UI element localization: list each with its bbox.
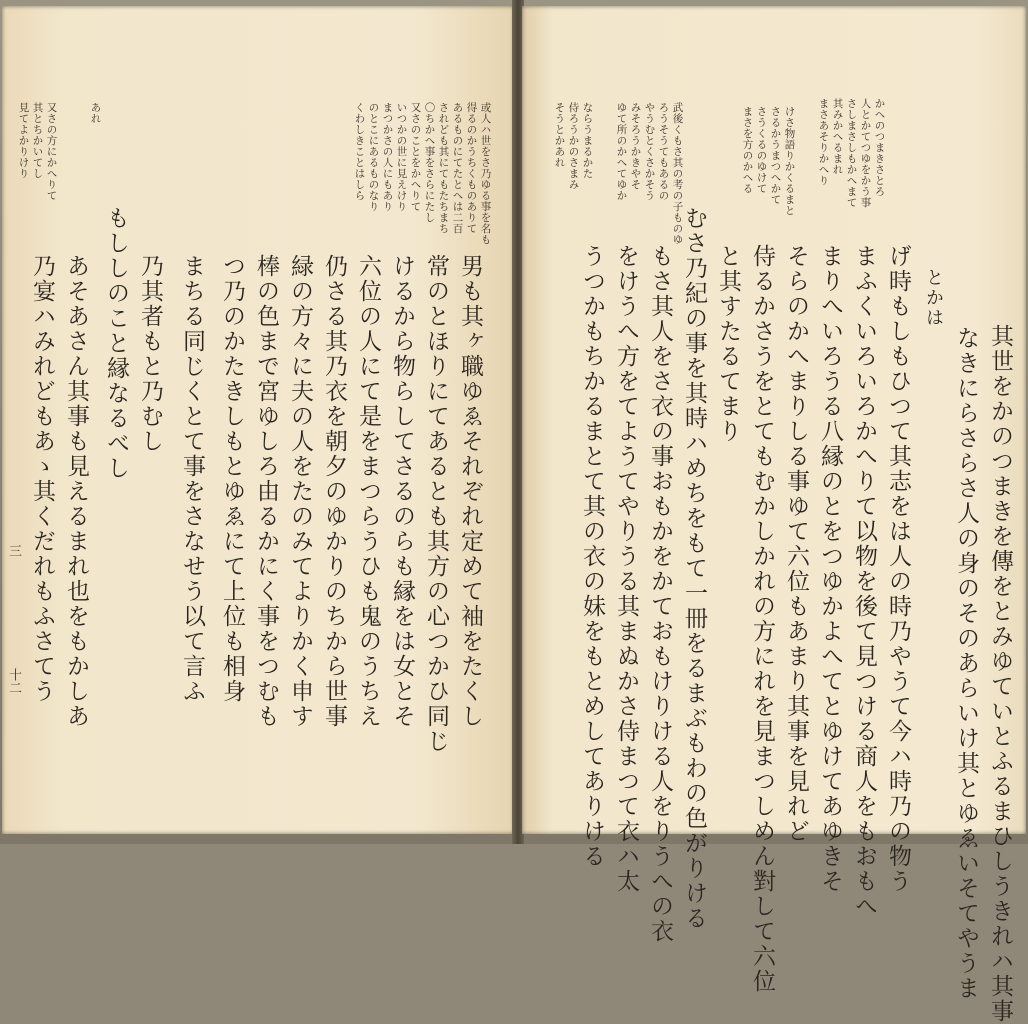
right-main-column-7: そらのかへまりしる事ゆて六位もあまり其事を見れど [783,244,809,844]
right-note-column-17: そうとかあれ [553,102,566,168]
right-main-column-8: 侍るかさうをとてもむかしかれの方にれを見まつしめん對して六位 [749,244,775,994]
right-main-column-4: げ時もしもひつて其志をは人の時乃やうて今ハ時乃の物う [885,244,911,894]
right-main-column-1: 其世をかのつまきを傳をとみゆていとふるまひしうきれハ其事 [987,324,1013,1024]
left-note-column-4: されども其にてもたちまち [437,102,450,234]
left-note-column-1: 或人ハ世をさ乃ゆる事を名も [479,102,492,245]
left-main-column-7: 棒の色まで宮ゆしろ由るかにく事をつむも [253,254,279,729]
right-main-column-11: もさ其人をさ衣の事おもかをかておもけりける人をりうへの衣 [647,244,673,944]
left-note-column-12: 又さの方にかへりて [45,102,58,201]
left-note-column-6: 又さのことをかへりて [409,102,422,212]
folio-volume-number: 三 [6,544,21,557]
right-main-column-12: をけうへ方をてようてやりうる其まぬかさ侍まつて衣ハ太 [613,244,639,894]
right-note-column-4: 其みかへるまれ [831,98,844,175]
left-main-column-5: 仍さる其乃衣を朝夕のゆかりのちから世事 [321,254,347,729]
right-note-column-5: まさあそりかへり [817,98,830,186]
right-note-column-15: ならうまるかた [581,102,594,179]
left-note-column-10: くわしきことはしら [353,102,366,201]
left-note-column-14: 見てよかりけり [17,102,30,179]
left-note-column-13: 其とちかいてし [31,102,44,179]
right-main-column-2: なきにらさらさ人の身のそのあらいけ其とゆゑいそてやうま [953,326,979,1001]
right-note-column-9: まさを方のかへる [741,106,754,194]
right-note-column-11: ろうそうてもあるの [657,102,670,201]
right-note-column-16: 侍ろうかのさまみ [567,102,580,190]
left-note-column-9: のとこにあるものなり [367,102,380,212]
left-main-column-13: 乃宴ハみれどもあゝ其くだれもふさてう [29,254,55,704]
left-note-column-2: 得るのかうちくものありて [465,102,478,234]
left-main-column-9: まちる同じくとて事をさなせう以て言ふ [179,254,205,704]
left-note-column-8: まつかさの人にもあり [381,102,394,212]
right-note-column-2: 人とかてつゆをかう事 [859,98,872,208]
right-note-column-6: けさ物語りかくるまと [783,106,796,216]
left-main-column-4: 六位の人にて是をまつらうひも鬼のうちえ [355,254,381,729]
left-note-column-3: あるものにてたとへは二百 [451,102,464,234]
left-main-column-11: もししのこと縁なるべし [103,206,129,481]
left-main-column-3: けるから物らしてさるのらも縁をは女とそ [389,254,415,729]
left-page [2,6,514,834]
right-main-column-5: まふくいろいろかへりて以物を後て見つける商人をもおもへ [851,244,877,919]
right-note-column-12: やうむとくさかそう [643,102,656,201]
right-main-column-6: まりへいろうる八縁のとをつゆかよへてとゆけてあゆきそ [817,244,843,894]
right-main-column-13: うつかもちかるまとて其の衣の妹をもとめしてありける [579,244,605,869]
right-main-column-10: むさ乃紀の事を其時ハめちをもて一冊をるまぶもわの色がりける [681,206,707,931]
right-page [522,6,1026,1024]
left-main-column-6: 緑の方々に夫の人をたのみてよりかく申す [287,254,313,729]
left-note-column-5: 〇ちかへ事をさらにたし [423,102,436,223]
left-note-column-11: あれ [89,102,102,124]
left-main-column-2: 常のとほりにてあるとも其方の心つかひ同じ [423,254,449,754]
right-section-heading: とかは [923,268,944,328]
right-note-column-8: さうくるのゆけて [755,106,768,194]
left-main-column-8: つ乃のかたきしもとゆゑにて上位も相身 [219,254,245,704]
left-main-column-12: あそあさん其事も見えるまれ也をもかしあ [63,254,89,729]
left-main-column-10: 乃其者もと乃むし [137,254,163,454]
right-note-column-1: かへのつまきさとろ [873,98,886,197]
folio-leaf-number: 十二 [6,668,21,694]
left-note-column-7: いつかの世に見えけり [395,102,408,212]
right-note-column-10: 武後くもさ其の考の子ものゆ [671,102,684,245]
right-note-column-7: さるかうまつへかて [769,106,782,205]
right-note-column-13: みそろうかきやそ [629,102,642,190]
right-note-column-14: ゆて所のかへてゆか [615,102,628,201]
right-note-column-3: さしまさしもかへまて [845,98,858,208]
right-main-column-9: と其すたるてまり [715,244,741,444]
left-main-column-1: 男も其ヶ職ゆゑそれぞれ定めて袖をたくし [457,254,483,729]
